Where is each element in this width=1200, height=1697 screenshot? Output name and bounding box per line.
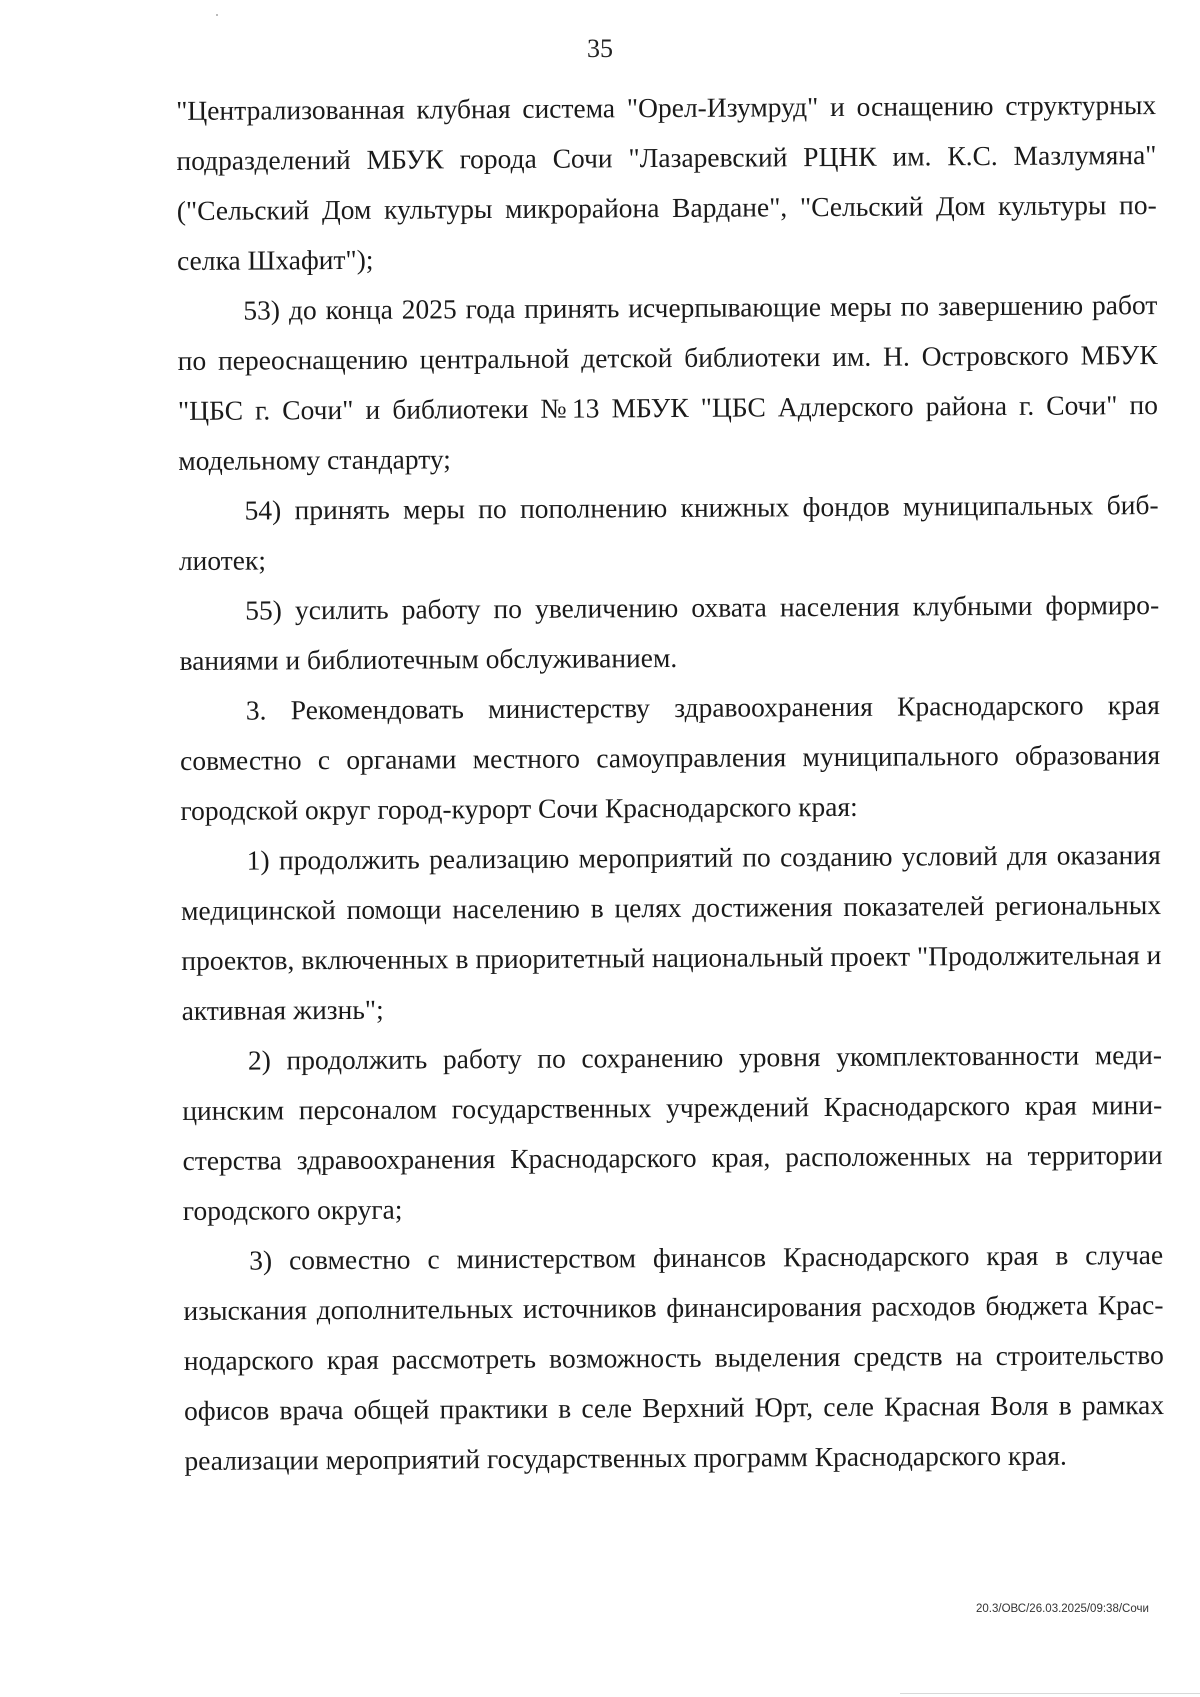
paragraph-item-54: 54) принять меры по пополнению книжных фондов муниципальных библиотек; — [178, 489, 1159, 576]
scan-artifact-dot — [216, 14, 218, 16]
paragraph-continuation: "Централизованная клубная система "Орел-Изумруд" и оснащению структурных подразделений МБУК города Сочи "Лазаревский РЦНК им. К.С. Мазлумяна" ("Сельский Дом культуры микрорайона Вардане", "Сельский Дом культуры поселка Шхафит"); — [176, 89, 1157, 276]
paragraph-section-3-item-1: 1) продолжить реализацию мероприятий по созданию условий для оказания медицинской помощи населению в целях достижения показателей региональных проектов, включенных в приоритетный национальный проект "Продолжительная и активная жизнь"; — [180, 838, 1162, 1026]
document-body — [176, 80, 1165, 1486]
paragraph-section-3-item-2: 2) продолжить работу по сохранению уровня укомплектованности медицинским персоналом государственных учреждений Краснодарского края министерства здравоохранения Краснодарского края, расположенных на территории городского округа; — [182, 1038, 1163, 1226]
paragraph-item-55: 55) усилить работу по увеличению охвата населения клубными формированиями и библиотечным обслуживанием. — [179, 589, 1160, 676]
paragraph-item-53: 53) до конца 2025 года принять исчерпывающие меры по завершению работ по переоснащению центральной детской библиотеки им. Н. Островского МБУК "ЦБС г. Сочи" и библиотеки №13 МБУК "ЦБС Адлерского района г. Сочи" по модельному стандарту; — [177, 289, 1159, 476]
paragraph-section-3-item-3: 3) совместно с министерством финансов Краснодарского края в случае изыскания дополнительных источников финансирования расходов бюджета Краснодарского края рассмотреть возможность выделения средств на строительство офисов врача общей практики в селе Верхний Юрт, селе Красная Воля в рамках реализации мероприятий государственных программ Краснодарского края. — [183, 1238, 1165, 1476]
scan-edge-line — [900, 1693, 1200, 1694]
document-registration-code: 20.3/ОВС/26.03.2025/09:38/Сочи — [976, 1603, 1149, 1615]
page-number: 35 — [587, 34, 613, 63]
paragraph-section-3: 3. Рекомендовать министерству здравоохранения Краснодарского края совместно с органами местного самоуправления муниципального образования городской округ город-курорт Сочи Краснодарского края: — [180, 689, 1161, 826]
